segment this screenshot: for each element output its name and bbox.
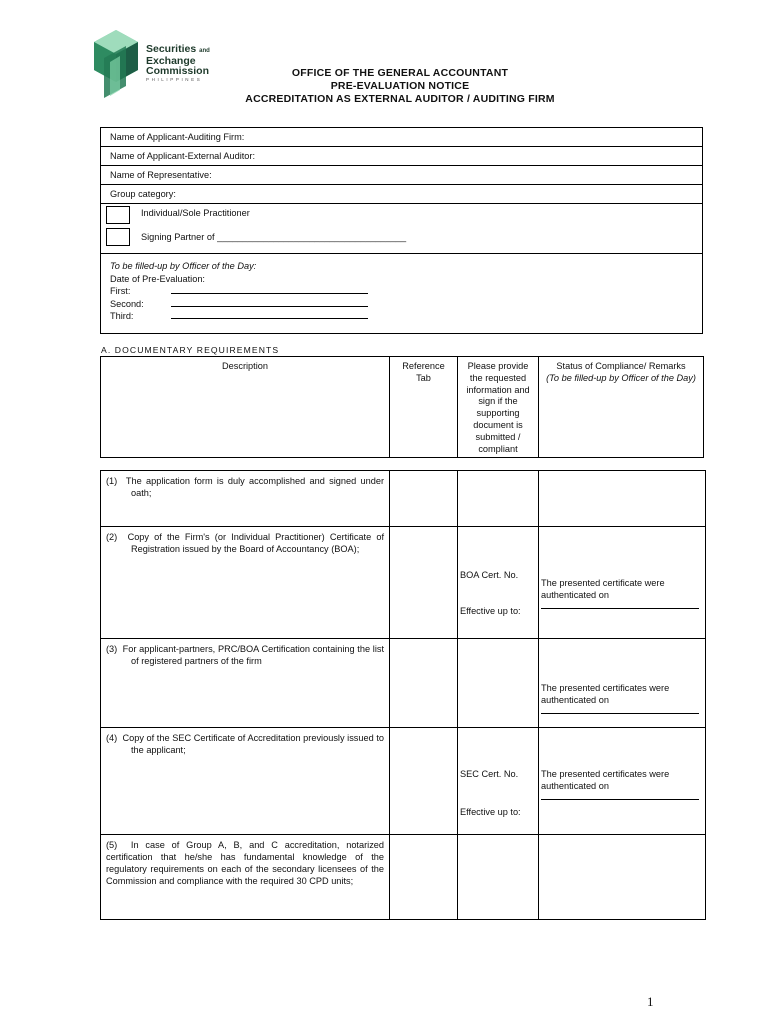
provide-cell[interactable] [458,835,539,919]
reference-tab-cell[interactable] [390,639,458,727]
group-category-label: Group category: [110,189,176,199]
third-label: Third: [110,311,134,321]
officer-section [110,260,256,323]
second-date-line[interactable] [171,298,368,307]
logo-line2: Exchange [146,55,196,67]
header-status: Status of Compliance/ Remarks (To be filled-up by Officer of the Day) [546,361,696,383]
sec-auth-date-line[interactable] [541,792,699,800]
sec-cert-no-label: SEC Cert. No. [460,769,519,779]
second-label: Second: [110,298,144,309]
requirement-1-text: (1) The application form is duly accomplished and signed under oath; [106,476,385,498]
reference-tab-cell[interactable] [390,728,458,834]
reference-tab-cell[interactable] [390,527,458,638]
sec-logo [86,28,226,100]
auditor-name-field[interactable] [101,147,702,166]
title-notice: PRE-EVALUATION NOTICE [330,80,470,92]
prc-status-text: The presented certificates were authenticated on [541,682,703,714]
reference-tab-cell[interactable] [390,471,458,526]
table-row [101,835,705,919]
representative-field[interactable] [101,166,702,185]
section-a-heading: A. DOCUMENTARY REQUIREMENTS [101,345,280,355]
first-date-line[interactable] [171,285,368,294]
header-reference: Reference Tab [390,357,458,457]
header-provide: Please provide the requested information and sign if the supporting document is submitted / compliant [458,357,539,457]
individual-label: Individual/Sole Practitioner [141,208,250,218]
requirements-header-table [100,356,704,458]
firm-name-label: Name of Applicant-Auditing Firm: [110,132,245,142]
document-titles [230,67,570,106]
provide-cell[interactable] [458,527,539,638]
applicant-info-box [100,127,703,334]
boa-status-text: The presented certificate were authenticated on [541,577,703,609]
title-accreditation: ACCREDITATION AS EXTERNAL AUDITOR / AUDITING FIRM [245,93,555,105]
prc-auth-date-line[interactable] [541,706,699,714]
table-row [101,471,705,527]
sec-effective-label: Effective up to: [460,807,521,817]
requirement-3-text: (3) For applicant-partners, PRC/BOA Certification containing the list of registered partners of the firm [106,644,385,666]
logo-line3: Commission [146,65,210,77]
table-row [101,728,705,835]
sec-emblem-icon [86,28,146,100]
boa-auth-date-line[interactable] [541,601,699,609]
individual-checkbox[interactable] [106,206,130,224]
sec-status-text: The presented certificates were authenticated on [541,768,703,800]
requirement-2-text: (2) Copy of the Firm's (or Individual Practitioner) Certificate of Registration issued by the Board of Accountancy (BOA); [106,532,385,554]
reference-tab-cell[interactable] [390,835,458,919]
provide-cell[interactable] [458,728,539,834]
requirements-table [100,470,706,920]
requirement-4-text: (4) Copy of the SEC Certificate of Accreditation previously issued to the applicant; [106,733,384,755]
group-category-row [101,185,702,204]
logo-line4: PHILIPPINES [146,77,203,82]
boa-effective-label: Effective up to: [460,606,521,616]
header-description: Description [101,357,390,457]
table-row [101,639,705,728]
representative-label: Name of Representative: [110,170,212,180]
title-office: OFFICE OF THE GENERAL ACCOUNTANT [291,67,509,79]
page-number: 1 [647,994,654,1009]
signing-partner-label: Signing Partner of _____________________________________ [141,232,407,242]
provide-cell[interactable] [458,639,539,727]
table-row [101,527,705,639]
officer-note: To be filled-up by Officer of the Day: [110,261,257,271]
first-label: First: [110,286,131,296]
third-date-line[interactable] [171,310,368,319]
logo-line1: Securities [146,43,197,55]
boa-cert-no-label: BOA Cert. No. [460,570,519,580]
logo-line1-small: and [199,48,210,54]
signing-partner-checkbox[interactable] [106,228,130,246]
date-label: Date of Pre-Evaluation: [110,273,205,284]
auditor-name-label: Name of Applicant-External Auditor: [110,151,256,161]
requirement-5-text: (5) In case of Group A, B, and C accreditation, notarized certification that he/she has fundamental knowledge of the regulatory requirements on each of the secondary licensees of the Commission and compliance with the required 30 CPD units; [106,840,385,886]
provide-cell[interactable] [458,471,539,526]
firm-name-field[interactable] [101,128,702,147]
